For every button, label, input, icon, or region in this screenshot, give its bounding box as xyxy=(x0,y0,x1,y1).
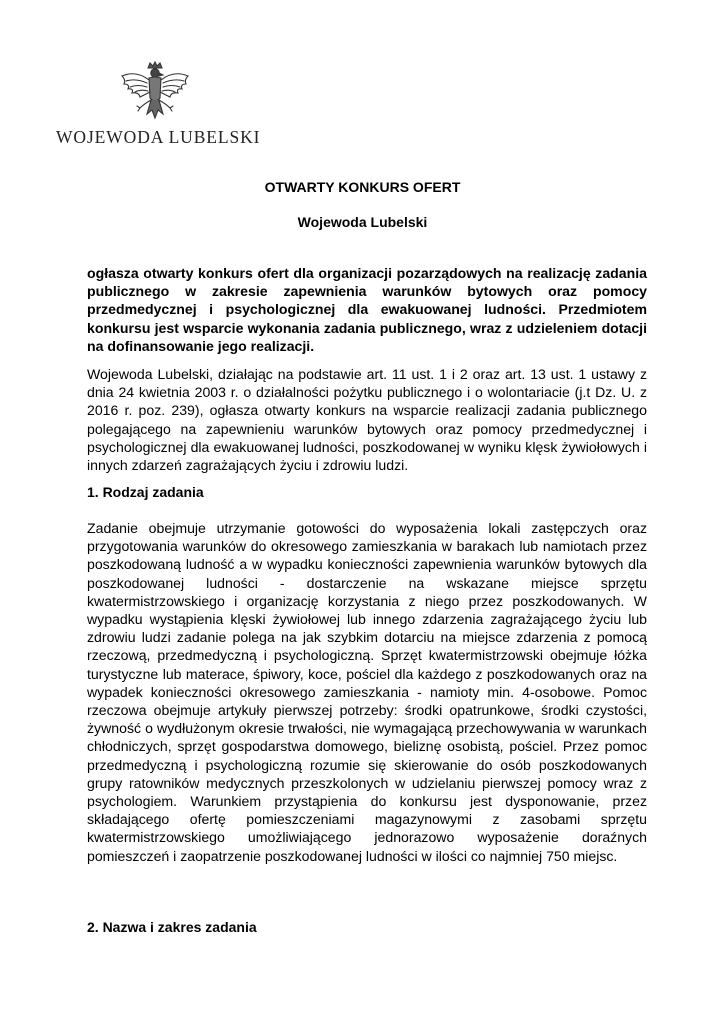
institution-name: WOJEWODA LUBELSKI xyxy=(56,127,261,147)
document-subtitle: Wojewoda Lubelski xyxy=(297,214,428,230)
intro-paragraph: Wojewoda Lubelski, działając na podstawie art. 11 ust. 1 i 2 oraz art. 13 ust. 1 ustawy z dnia 24 kwietnia 2003 r. o działalności pożytku publicznego i o wolontariacie (j.t Dz. U. z 2016 r. poz. 239), ogłasza otwarty konkurs na wsparcie realizacji zadania publicznego polegającego na zapewnieniu warunków bytowych oraz pomocy przedmedycznej i psychologicznej dla ewakuowanej ludności, poszkodowanej w wyniku klęsk żywiołowych i innych zdarzeń zagrażających życiu i zdrowiu ludzi. xyxy=(87,366,647,474)
section-heading-1: 1. Rodzaj zadania xyxy=(87,484,204,500)
announcement-paragraph: ogłasza otwarty konkurs ofert dla organizacji pozarządowych na realizację zadania publicznego w zakresie zapewnienia warunków bytowych oraz pomocy przedmedycznej i psychologicznej dla ewakuowanej ludności. Przedmiotem konkursu jest wsparcie wykonania zadania publicznego, wraz z udzieleniem dotacji na dofinansowanie jego realizacji. xyxy=(87,265,647,354)
section-heading-2: 2. Nazwa i zakres zadania xyxy=(87,919,257,935)
document-title: OTWARTY KONKURS OFERT xyxy=(264,179,461,195)
section-body-1: Zadanie obejmuje utrzymanie gotowości do wyposażenia lokali zastępczych oraz przygotowania warunków do okresowego zamieszkania w barakach lub namiotach przez poszkodowaną ludność a w wypadku konieczności zapewnienia warunków bytowych dla poszkodowanej ludności - dostarczenie na wskazane miejsce sprzętu kwatermistrzowskiego i organizację korzystania z niego przez poszkodowanych. W wypadku wystąpienia klęski żywiołowej lub innego zdarzenia zagrażającego życiu lub zdrowiu ludzi zadanie polega na jak szybkim dotarciu na miejsce zdarzenia z pomocą rzeczową, przedmedyczną i psychologiczną. Sprzęt kwatermistrzowski obejmuje łóżka turystyczne lub materace, śpiwory, koce, pościel dla każdego z poszkodowanych oraz na wypadek konieczności okresowego zamieszkania - namioty min. 4-osobowe. Pomoc rzeczowa obejmuje artykuły pierwszej potrzeby: środki opatrunkowe, środki czystości, żywność o wydłużonym okresie trwałości, nie wymagającą przechowywania w warunkach chłodniczych, sprzęt gospodarstwa domowego, bieliznę osobistą, pościel. Przez pomoc przedmedyczną i psychologiczną rozumie się skierowanie do osób poszkodowanych grupy ratowników medycznych przeszkolonych w udzielaniu pierwszej pomocy wraz z psychologiem. Warunkiem przystąpienia do konkursu jest dysponowanie, przez składającego ofertę pomieszczeniami magazynowymi z zasobami sprzętu kwatermistrzowskiego umożliwiającego jednorazowo wyposażenie doraźnych pomieszczeń i zaopatrzenie poszkodowanej ludności w ilości co najmniej 750 miejsc. xyxy=(87,520,647,864)
polish-eagle-icon xyxy=(116,60,194,126)
